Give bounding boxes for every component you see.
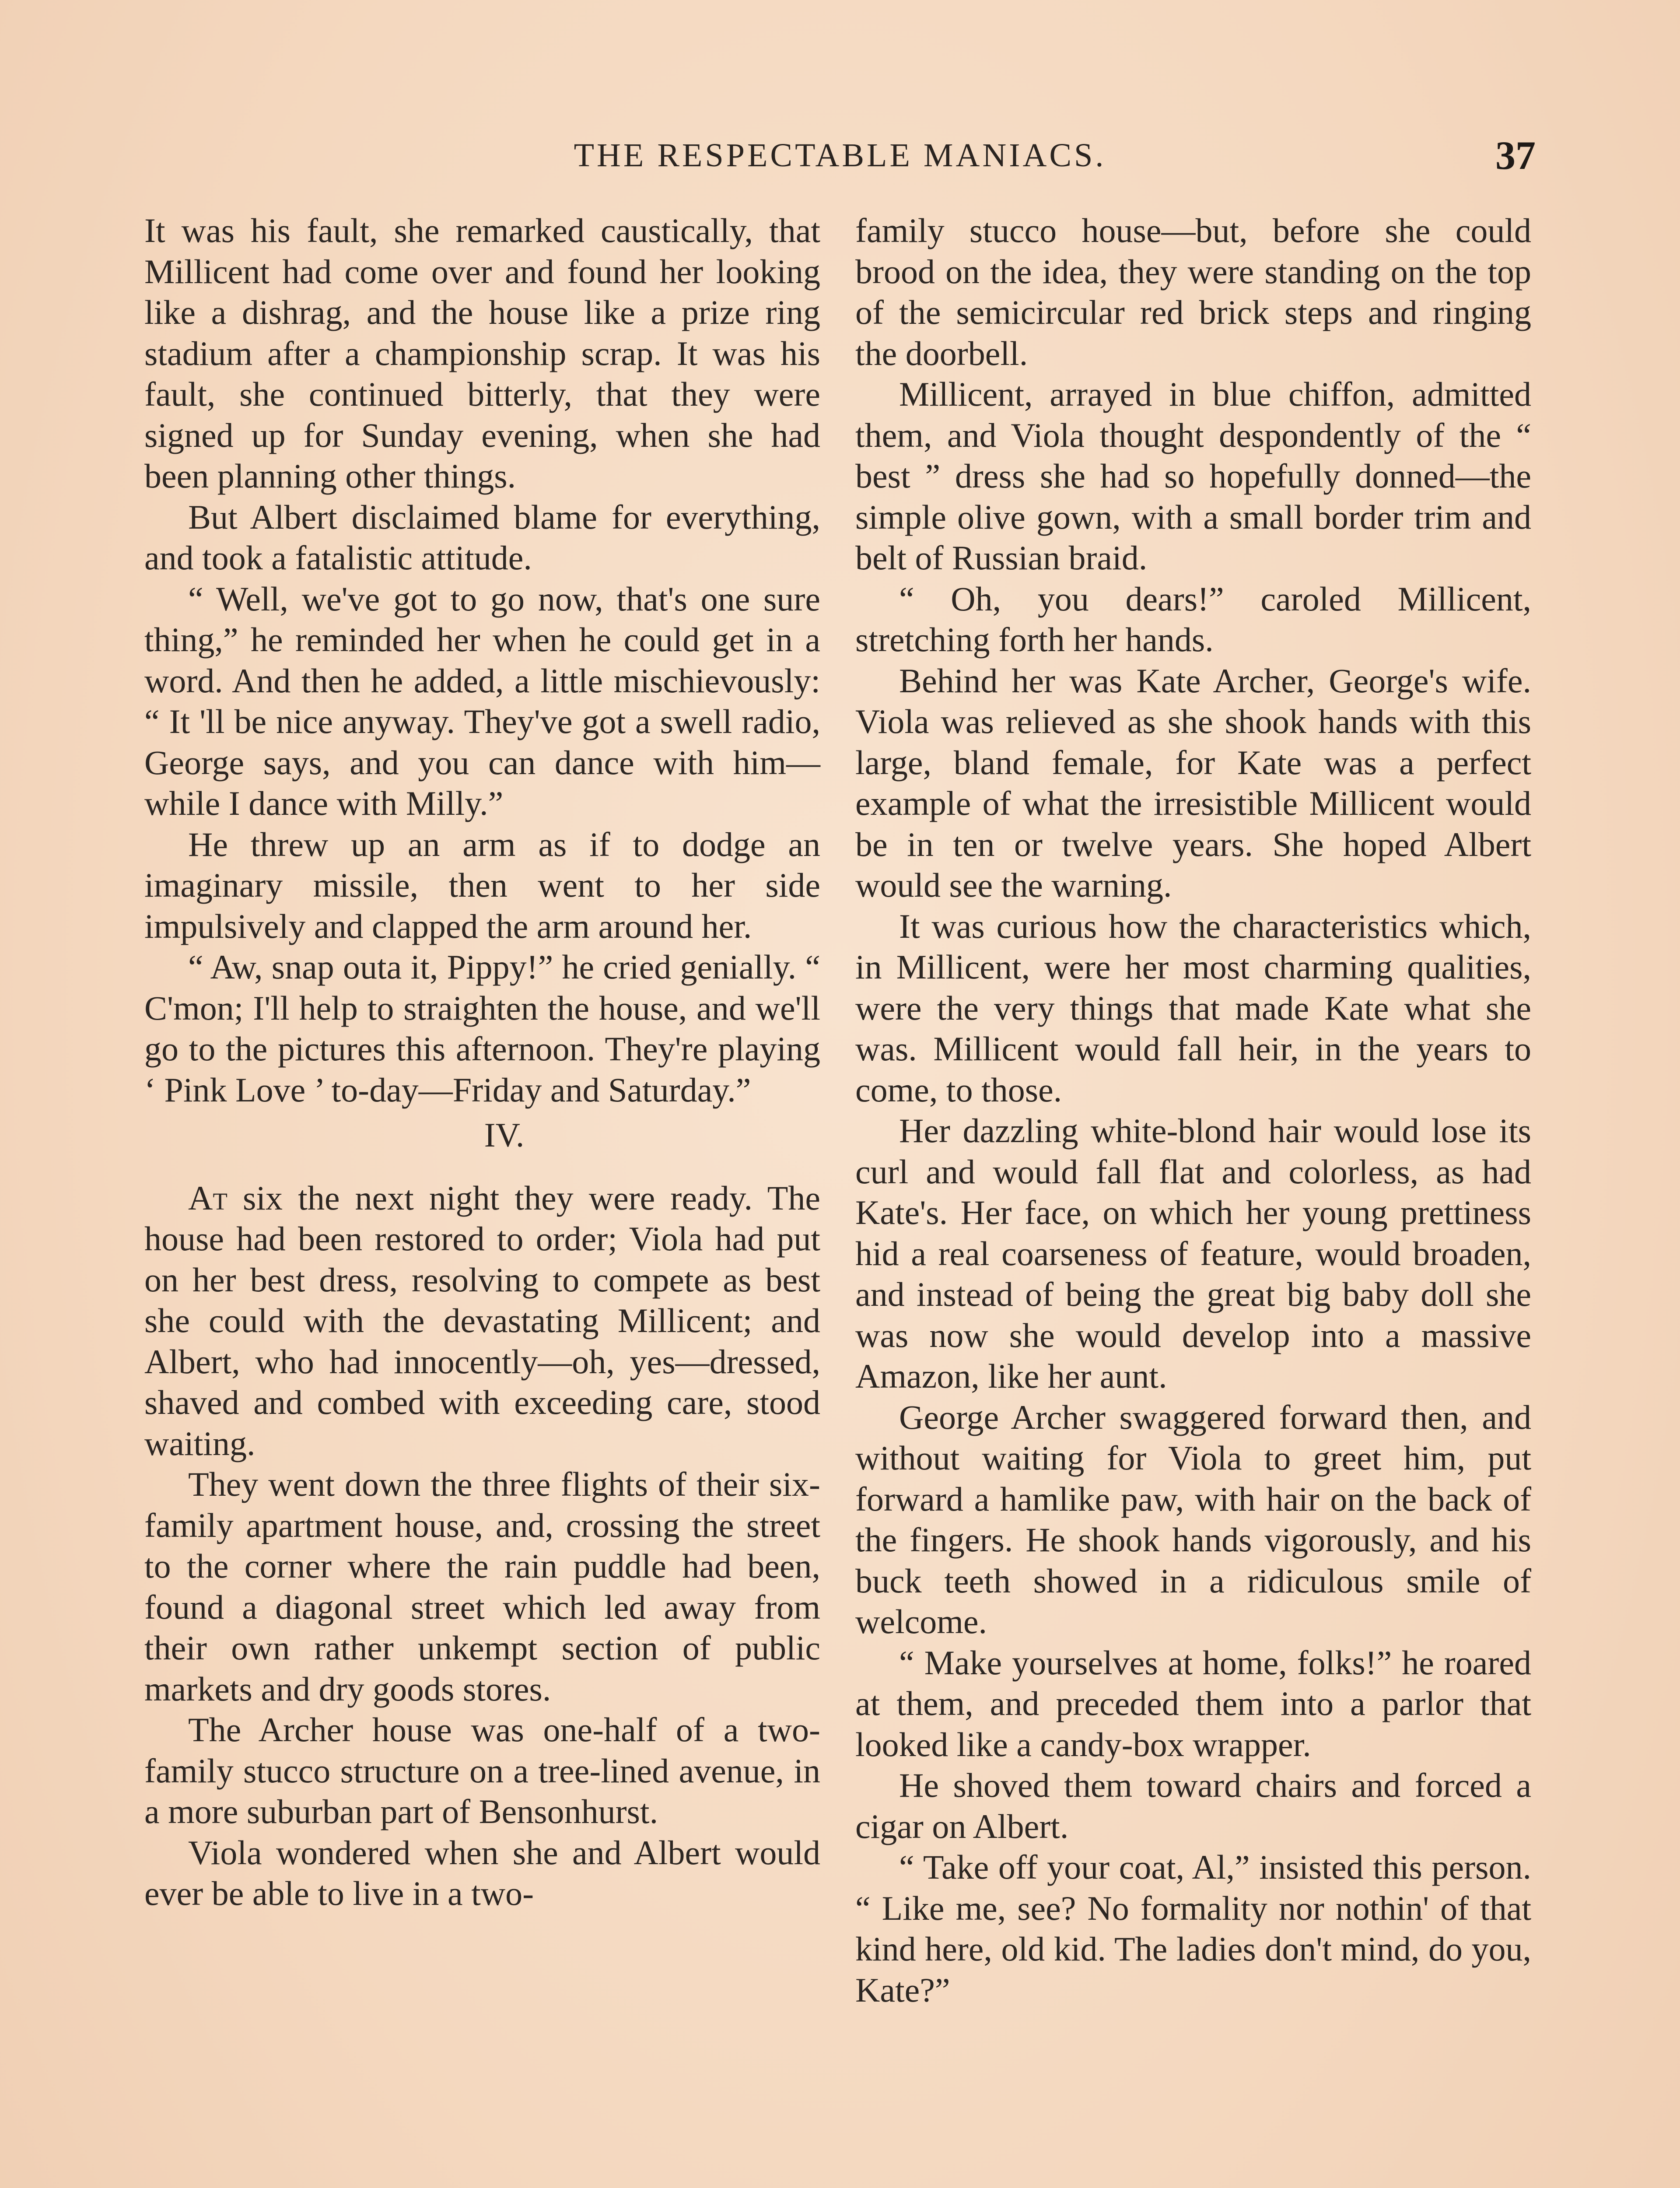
paragraph: Millicent, arrayed in blue chiffon, admitted them, and Viola thought despondently of the “ best ” dress she had so hopefully donned—the simple olive gown, with a small border trim and belt of Russian braid. xyxy=(855,375,1531,577)
paragraph xyxy=(144,1178,820,1464)
page-number: 37 xyxy=(1495,133,1536,178)
paragraph: Her dazzling white-blond hair would lose its curl and would fall flat and colorless, as had Kate's. Her face, on which her young prettiness hid a real coarseness of feature, would broaden, and instead of being the great big baby doll she was now she would develop into a massive Amazon, like her aunt. xyxy=(855,1112,1531,1395)
paragraph: But Albert disclaimed blame for everything, and took a fatalistic attitude. xyxy=(144,498,820,577)
paragraph: It was his fault, she remarked caustically, that Millicent had come over and found her looking like a dishrag, and the house like a prize ring stadium after a championship scrap. It was his fault, she continued bitterly, that they were signed up for Sunday evening, when she had been planning other things. xyxy=(144,211,820,495)
paragraph: Behind her was Kate Archer, George's wife. Viola was relieved as she shook hands with this large, bland female, for Kate was a perfect example of what the irresistible Millicent would be in ten or twelve years. She hoped Albert would see the warning. xyxy=(855,661,1531,904)
paragraph: He threw up an arm as if to dodge an imaginary missile, then went to her side impulsively and clapped the arm around her. xyxy=(144,825,820,945)
section-heading: IV. xyxy=(484,1116,525,1154)
right-column xyxy=(855,210,1531,2010)
paragraph: George Archer swaggered forward then, and without waiting for Viola to greet him, put forward a hamlike paw, with hair on the back of the fingers. He shook hands vigorously, and his buck teeth showed in a ridiculous smile of welcome. xyxy=(855,1398,1531,1641)
page-header xyxy=(144,131,1536,179)
paragraph-text: six the next night they were ready. The house had been restored to order; Viola had put on her best dress, resolving to compete as best she could with the devastating Millicent; and Albert, who had innocently—oh, yes—dressed, shaved and combed with exceeding care, stood waiting. xyxy=(144,1178,820,1462)
paragraph: “ Well, we've got to go now, that's one sure thing,” he reminded her when he could get in a word. And then he added, a little mischievously: “ It 'll be nice anyway. They've got a swell radio, George says, and you can dance with him—while I dance with Milly.” xyxy=(144,579,820,822)
running-title: THE RESPECTABLE MANIACS. xyxy=(574,137,1106,174)
paragraph: They went down the three flights of their six-family apartment house, and, crossing the street to the corner where the rain puddle had been, found a diagonal street which led away from their own rather unkempt section of public markets and dry goods stores. xyxy=(144,1465,820,1708)
paragraph-lead-smallcaps: At xyxy=(188,1178,228,1217)
paragraph: Viola wondered when she and Albert would ever be able to live in a two- xyxy=(144,1833,820,1912)
paragraph: “ Oh, you dears!” caroled Millicent, stretching forth her hands. xyxy=(855,579,1531,659)
paragraph: family stucco house—but, before she could brood on the idea, they were standing on the top of the semicircular red brick steps and ringing the doorbell. xyxy=(855,211,1531,372)
left-column xyxy=(144,210,820,1914)
paragraph: The Archer house was one-half of a two-family stucco structure on a tree-lined avenue, in a more suburban part of Bensonhurst. xyxy=(144,1711,820,1830)
paragraph: It was curious how the characteristics which, in Millicent, were her most charming qualities, were the very things that made Kate what she was. Millicent would fall heir, in the years to come, to those. xyxy=(855,907,1531,1109)
paragraph: “ Make yourselves at home, folks!” he roared at them, and preceded them into a parlor that looked like a candy-box wrapper. xyxy=(855,1643,1531,1764)
paragraph: “ Aw, snap outa it, Pippy!” he cried genially. “ C'mon; I'll help to straighten the house, and we'll go to the pictures this afternoon. They're playing ‘ Pink Love ’ to-day—Friday and Saturday.” xyxy=(144,948,820,1109)
paragraph: “ Take off your coat, Al,” insisted this person. “ Like me, see? No formality nor nothin' of that kind here, old kid. The ladies don't mind, do you, Kate?” xyxy=(855,1848,1531,2009)
paragraph: He shoved them toward chairs and forced a cigar on Albert. xyxy=(855,1766,1531,1845)
